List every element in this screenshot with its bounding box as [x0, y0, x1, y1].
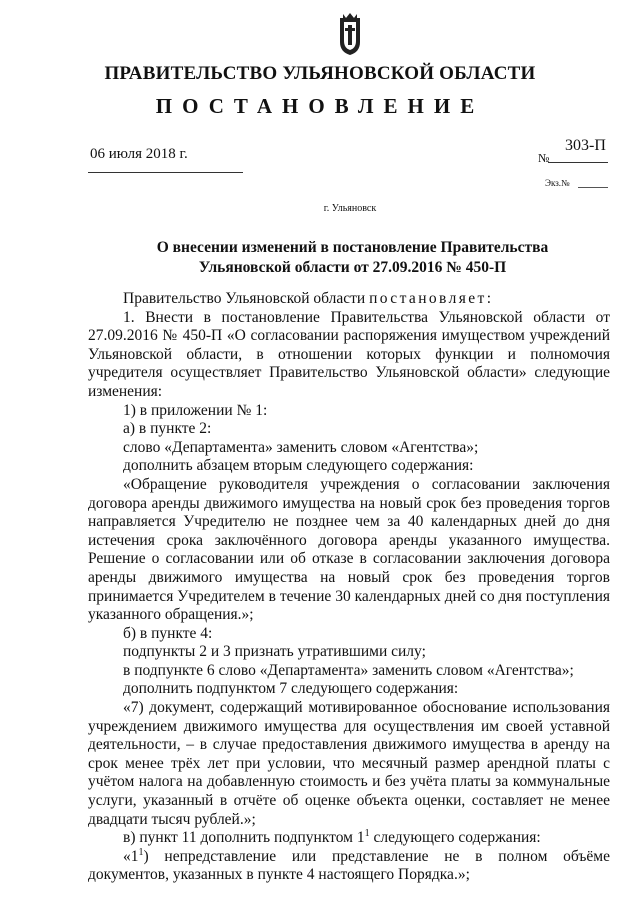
paragraph-12-end: следующего содержания: [369, 829, 541, 847]
preamble-subject: Правительство Ульяновской области [123, 290, 370, 307]
document-body [88, 290, 610, 885]
document-date: 06 июля 2018 г. [90, 146, 188, 162]
paragraph-13 [88, 848, 610, 885]
date-underline [88, 172, 243, 173]
number-label: № [538, 151, 550, 165]
paragraph-1: 1. Внести в постановление Правительства Ульяновской области от 27.09.2016 № 450-П «О согласовании распоряжения имуществом учреждений Ульяновской области, в отношении которых функции и полномочия учредителя осуществляет Правительство Ульяновской области» следующие изменения: [88, 308, 610, 400]
paragraph-9: в подпункте 6 слово «Департамента» заменить словом «Агентства»; [123, 661, 574, 679]
number-underline [548, 162, 608, 163]
paragraph-12-superscript: 1 [364, 828, 370, 840]
paragraph-8: подпункты 2 и 3 признать утратившими силу; [123, 643, 426, 661]
paragraph-10: дополнить подпунктом 7 следующего содержания: [123, 680, 459, 698]
paragraph-4: слово «Департамента» заменить словом «Агентства»; [123, 438, 479, 456]
paragraph-13-end: ) непредставление или представление не в полном объёме документов, указанных в пункте 4 настоящего Порядка.»; [88, 847, 610, 884]
document-type: ПОСТАНОВЛЕНИЕ [155, 94, 485, 118]
copy-number-underline [578, 187, 608, 188]
copy-number-label: Экз.№ [545, 178, 570, 188]
coat-of-arms-icon [337, 12, 363, 56]
paragraph-12-start: в) пункт 11 дополнить подпунктом 1 [123, 829, 365, 847]
document-title [120, 238, 585, 278]
paragraph-11: «7) документ, содержащий мотивированное обоснование использования учреждением движимого имущества для осуществления им своей уставной деятельности, – в случае предоставления движимого имущества в аренду на срок менее трёх лет при условии, что месячный размер арендной платы с учётом налога на добавленную стоимость и без учёта платы за коммунальные услуги, указанный в отчёте об оценке объекта оценки, составляет не менее двадцати тысяч рублей.»; [88, 699, 610, 828]
paragraph-6: «Обращение руководителя учреждения о согласовании заключения договора аренды движимого имущества на новый срок без проведения торгов направляется Учредителю не позднее чем за 40 календарных дней до дня истечения срока заключённого договора аренды указанного имущества. Решение о согласовании или об отказе в согласовании заключения договора аренды движимого имущества на новый срок без проведения торгов принимается Учредителем в течение 30 календарных дней со дня поступления указанного обращения.»; [88, 475, 610, 624]
city: г. Ульяновск [323, 203, 377, 214]
title-line-2: Ульяновской области от 27.09.2016 № 450-П [198, 259, 507, 276]
paragraph-13-superscript: 1 [138, 846, 144, 858]
preamble [88, 290, 610, 309]
government-name: ПРАВИТЕЛЬСТВО УЛЬЯНОВСКОЙ ОБЛАСТИ [104, 63, 536, 84]
preamble-verb: постановляет: [369, 290, 494, 307]
document-number: 303-П [565, 137, 606, 154]
paragraph-13-start: «1 [123, 847, 139, 865]
paragraph-2: 1) в приложении № 1: [123, 401, 268, 419]
paragraph-7: б) в пункте 4: [123, 624, 213, 642]
paragraph-5: дополнить абзацем вторым следующего содержания: [123, 457, 474, 475]
paragraph-12 [88, 829, 610, 848]
title-line-1: О внесении изменений в постановление Правительства [156, 239, 549, 256]
paragraph-3: а) в пункте 2: [123, 420, 212, 438]
